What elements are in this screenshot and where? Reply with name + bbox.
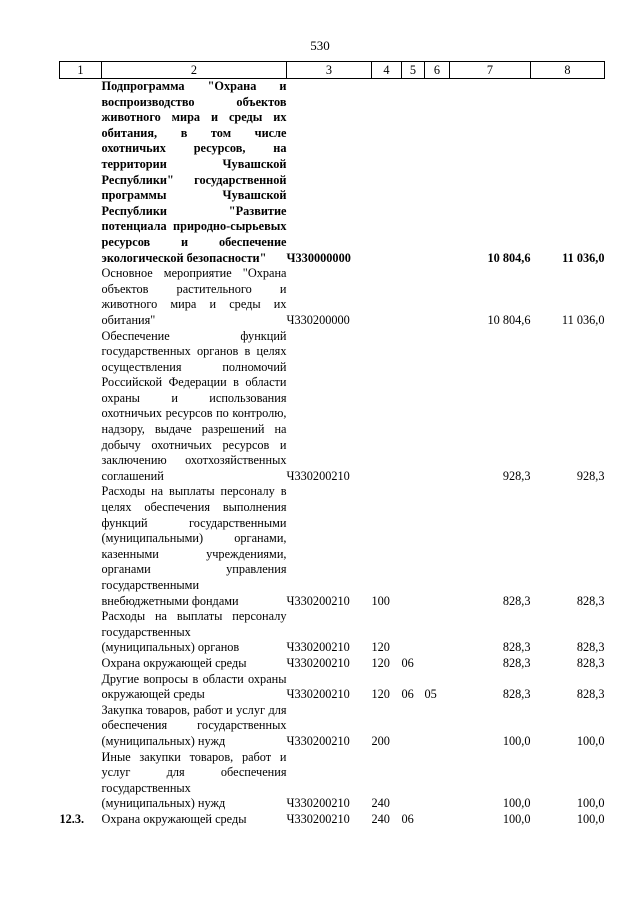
header-col-8: 8 [531,62,605,79]
row-col-8: 11 036,0 [562,250,605,265]
row-name: Охрана окружающей среды [101,655,247,670]
row-code: Ч330200210 [286,796,350,811]
row-col-6 [425,750,450,812]
row-col-7: 828,3 [502,655,531,670]
table-row [60,609,605,656]
row-name: Расходы на выплаты персоналу в целях обеспечения выполнения функций государственными (муниципальными) органами, казенными учреждениями, органами управления государственными внебюджетными фондами [101,484,287,608]
row-col-8: 100,0 [576,796,605,811]
table-row [60,812,605,828]
row-name: Иные закупки товаров, работ и услуг для обеспечения государственных (муниципальных) нужд [101,749,287,811]
row-col-4 [372,266,402,328]
header-row [60,62,605,79]
section-number: 12.3. [59,811,85,826]
row-col-5 [402,329,425,485]
row-col-7: 10 804,6 [487,312,531,327]
row-col-4: 120 [371,687,390,702]
row-name: Обеспечение функций государственных органов в целях осуществления полномочий Российской Федерации в области охраны и использования охотничьих ресурсов по контролю, надзору, выдаче разрешений на добычу охотничьих ресурсов и заключению охотхозяйственных соглашений [101,328,287,483]
row-name: Другие вопросы в области охраны окружающей среды [101,671,287,702]
row-col-4: 100 [371,593,390,608]
row-col-6 [425,79,450,267]
row-name: Подпрограмма "Охрана и воспроизводство объектов животного мира и среды их обитания, в том числе охотничьих ресурсов, на территории Чувашской Республики" государственной программы Чувашской Республики "Развитие потенциала природно-сырьевых ресурсов и обеспечение экологической безопасности" [101,79,287,265]
row-code: Ч330200210 [286,640,350,655]
table-row [60,703,605,750]
row-col-4: 240 [371,811,390,826]
row-col-4 [372,329,402,485]
header-col-4: 4 [372,62,402,79]
row-col-8: 11 036,0 [561,312,605,327]
row-col-7: 828,3 [502,687,531,702]
row-col-5 [402,703,425,750]
row-col-6 [425,484,450,609]
table-row [60,329,605,485]
header-col-6: 6 [425,62,450,79]
row-col-5: 06 [401,811,414,826]
row-col-4: 200 [371,733,390,748]
row-col-6: 05 [424,687,437,702]
row-col-6 [425,703,450,750]
row-name: Основное мероприятие "Охрана объектов растительного и животного мира и среды их обитания" [101,266,287,327]
row-col-4 [372,79,402,267]
row-col-5 [402,79,425,267]
row-col-5 [402,484,425,609]
row-col-8: 828,3 [576,655,605,670]
row-col-7: 100,0 [502,811,531,826]
row-col-4: 120 [371,655,390,670]
row-col-4: 120 [371,640,390,655]
row-col-8: 100,0 [576,811,605,826]
row-name: Расходы на выплаты персоналу государственных (муниципальных) органов [101,609,287,655]
row-col-7: 100,0 [502,796,531,811]
table-row [60,656,605,672]
row-code: Ч330200210 [286,687,350,702]
row-name: Закупка товаров, работ и услуг для обеспечения государственных (муниципальных) нужд [101,702,287,748]
page-number: 530 [310,38,330,53]
row-col-7: 10 804,6 [487,250,531,265]
header-col-5: 5 [402,62,425,79]
row-col-7: 100,0 [502,733,531,748]
row-col-5 [402,266,425,328]
row-code: Ч330200210 [286,733,350,748]
row-col-6 [425,329,450,485]
row-code: Ч330200210 [286,593,350,608]
budget-table [59,61,605,828]
row-col-5: 06 [401,687,414,702]
table-row [60,484,605,609]
row-code: Ч330200210 [286,468,350,483]
row-col-8: 828,3 [576,687,605,702]
row-col-6 [425,609,450,656]
row-col-5 [402,750,425,812]
header-col-2: 2 [102,62,287,79]
row-code: Ч330200210 [286,655,350,670]
row-col-7: 828,3 [502,593,531,608]
row-name: Охрана окружающей среды [101,811,247,826]
row-col-8: 828,3 [576,593,605,608]
row-col-6 [425,656,450,672]
table-row [60,266,605,328]
table-row [60,672,605,703]
row-code: Ч330000000 [286,250,351,265]
row-col-5: 06 [401,655,414,670]
row-col-5 [402,609,425,656]
row-col-7: 928,3 [502,468,531,483]
header-col-3: 3 [287,62,372,79]
row-col-6 [425,812,450,828]
table-row [60,750,605,812]
row-col-8: 828,3 [576,640,605,655]
row-code: Ч330200000 [286,312,350,327]
header-col-7: 7 [450,62,531,79]
row-col-7: 828,3 [502,640,531,655]
row-col-8: 100,0 [576,733,605,748]
header-col-1: 1 [60,62,102,79]
row-code: Ч330200210 [286,811,350,826]
row-col-4: 240 [371,796,390,811]
table-row [60,79,605,267]
row-col-6 [425,266,450,328]
row-col-8: 928,3 [576,468,605,483]
